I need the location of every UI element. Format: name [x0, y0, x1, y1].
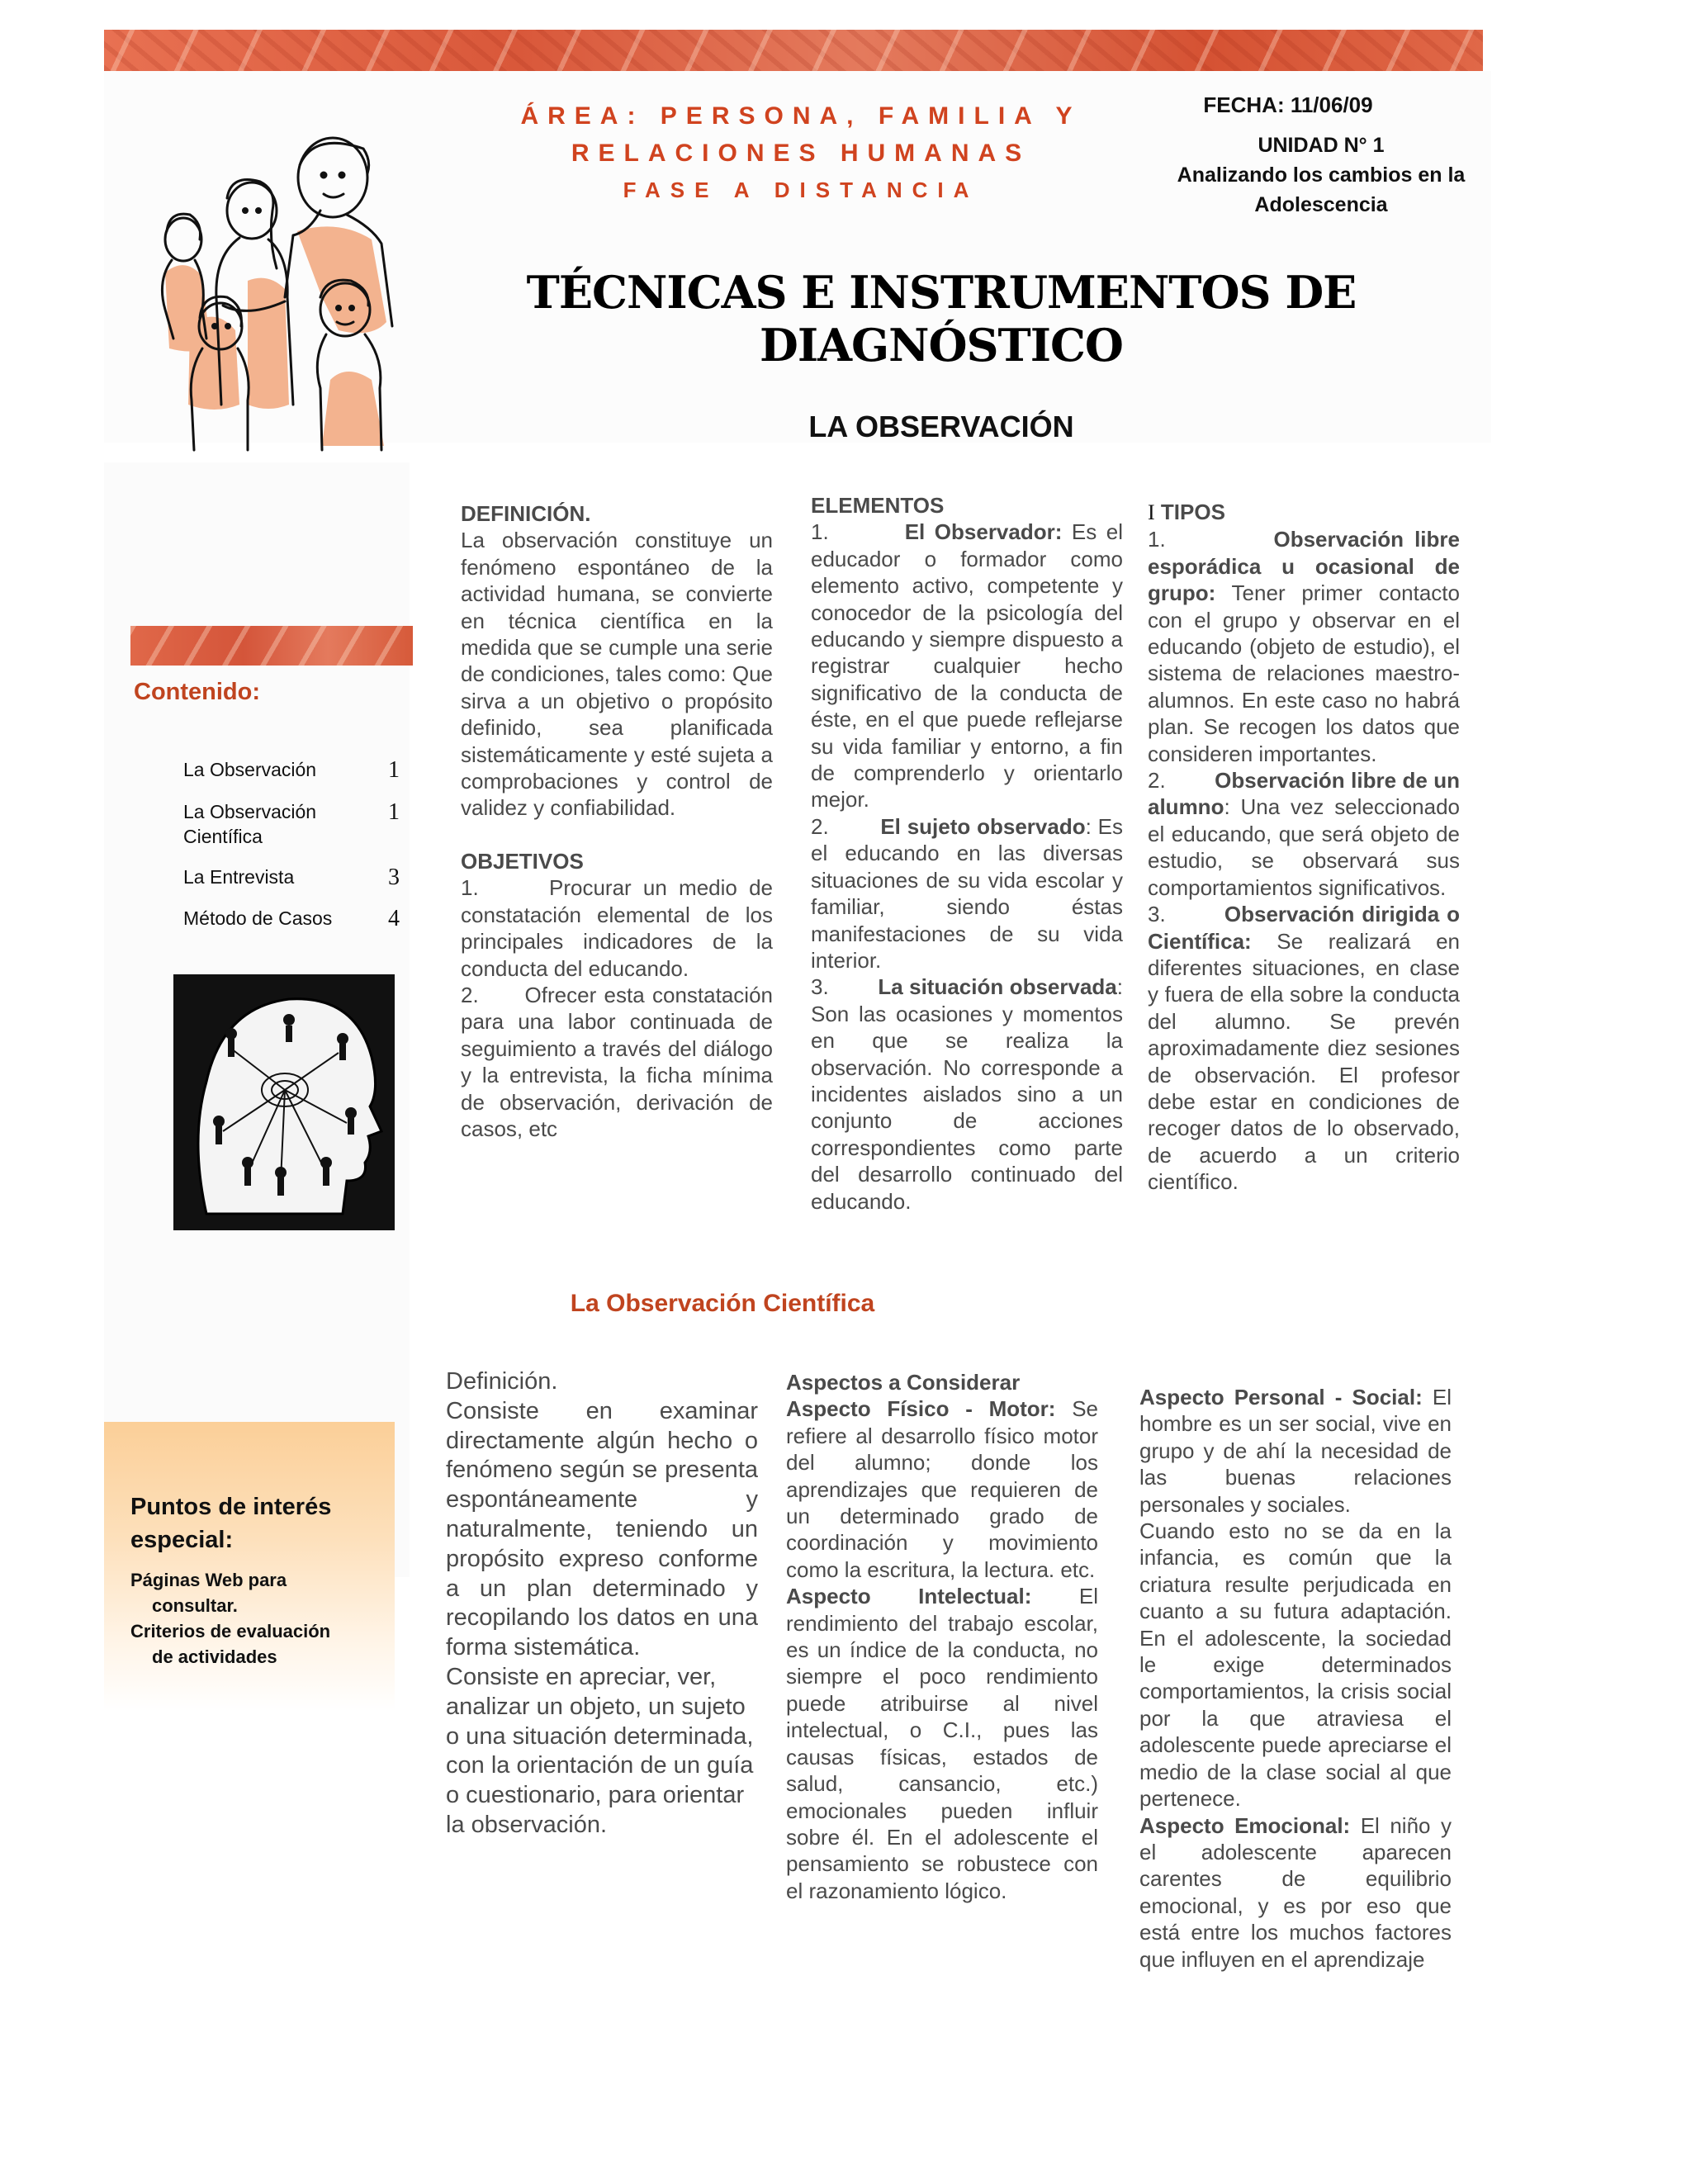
- page-title-line-1: TÉCNICAS E INSTRUMENTOS DE: [526, 266, 1357, 319]
- highlights-item-rest: consultar.: [152, 1595, 238, 1616]
- toc-item[interactable]: [183, 906, 400, 931]
- family-illustration: [124, 132, 454, 454]
- type-text: : Una vez seleccionado el educando, que será objeto de estudio, se observará sus comportamientos significativos.: [1148, 794, 1460, 900]
- element-text: : Son las ocasiones y momentos en que se realiza la observación. No corresponde a incidentes aislados sino a un conjunto de acciones correspondientes como parte del desarrollo continuado del educando.: [811, 974, 1124, 1214]
- element-text: Es el educador o formador como elemento activo, competente y conocedor de la psicología del educando y siempre dispuesto a registrar cualquier hecho significativo de la conducta de éste, en el que puede reflejarse su vida familiar y entorno, a fin de comprenderlo y orientarlo mejor.: [811, 519, 1123, 812]
- element-title: La situación observada: [878, 974, 1117, 1000]
- type-text: Se realizará en diferentes situaciones, en clase y fuera de ella sobre la conducta del alumno. Se prevén aproximadamente diez sesiones de observación. El profesor debe estar en condiciones de recoger datos de lo observado, de acuerdo a un criterio científico.: [1148, 928, 1460, 1195]
- page-title-line-2: DIAGNÓSTICO: [760, 319, 1123, 372]
- aspects-column-continued: [1139, 1384, 1452, 2044]
- objective-item: 2. Ofrecer esta constatación para una labor continuada de seguimiento a través del diálogo y la entrevista, la ficha mínima de observación, derivación de casos, etc: [461, 982, 779, 1141]
- page-title: [462, 266, 1420, 372]
- objective-item: 1. Procurar un medio de constatación elemental de los principales indicadores de la conducta del educando.: [461, 875, 779, 981]
- definition-heading: DEFINICIÓN.: [461, 501, 591, 526]
- elements-column: [811, 492, 1123, 1215]
- toc-item[interactable]: [183, 865, 400, 889]
- aspects-heading: Aspectos a Considerar: [786, 1370, 1021, 1395]
- aspect-text: El rendimiento del trabajo escolar, es un índice de la conducta, no siempre el poco rendimiento puede atribuirse al nivel intelectual, o C.I., pues las causas físicas, estados de salud, cansancio, etc.) emocionales pueden influir sobre él. En el adolescente el pensamiento se robustece con el razonamiento lógico.: [786, 1584, 1098, 1903]
- element-title: El Observador:: [904, 519, 1063, 545]
- aspect-title: Aspecto Físico - Motor:: [786, 1396, 1056, 1422]
- type-item: [1148, 901, 1460, 1195]
- area-heading: [462, 97, 1139, 209]
- aspect-item: [786, 1395, 1098, 1583]
- toc-item-page: 1: [388, 799, 400, 825]
- aspect-text: El niño y el adolescente aparecen carentes de equilibrio emocional, y es por eso que está entre los muchos factores que influyen en el aprendizaje: [1139, 1812, 1452, 1972]
- scientific-observation-title: La Observación Científica: [570, 1290, 875, 1317]
- aspect-text: Cuando esto no se da en la infancia, es común que la criatura resulte perjudicada en cuanto a su futura adaptación. En el adolescente, la sociedad le exige determinados comportamientos, la crisis social por la que atraviesa el adolescente puede apreciarse el medio de la clase social al que pertenece.: [1139, 1518, 1452, 1812]
- element-number: 3.: [811, 974, 829, 1000]
- aspect-title: Aspecto Intelectual:: [786, 1584, 1032, 1609]
- highlights-item-rest: de actividades: [152, 1646, 277, 1667]
- toc-item-label: Método de Casos: [183, 907, 333, 929]
- definition-column: [461, 500, 779, 1142]
- toc-item[interactable]: [183, 799, 400, 849]
- element-item: [811, 813, 1123, 974]
- scientific-definition-text: Consiste en examinar directamente algún hecho o fenómeno según se presenta espontáneamente y naturalmente, teniendo un propósito expreso conforme a un plan determinado y recopilando los datos en una forma sistemática.: [446, 1397, 758, 1661]
- objectives-heading: OBJETIVOS: [461, 848, 584, 874]
- highlights-item: [130, 1567, 378, 1618]
- toc-item-label: La Entrevista: [183, 866, 295, 888]
- aspect-text: El hombre es un ser social, vive en grupo y de ahí la necesidad de las buenas relaciones personales y sociales.: [1139, 1385, 1452, 1517]
- section-title: LA OBSERVACIÓN: [808, 410, 1074, 443]
- type-title: Observación libre de un alumno: [1148, 768, 1460, 820]
- element-number: 2.: [811, 813, 829, 839]
- aspect-item: [1139, 1384, 1452, 1518]
- type-item: [1148, 767, 1460, 901]
- type-number: 3.: [1148, 902, 1166, 927]
- toc-item-label: La Observación: [183, 759, 317, 780]
- scientific-definition-column: [446, 1367, 758, 1841]
- aspect-title: Aspecto Personal - Social:: [1139, 1385, 1423, 1409]
- unit-subtitle-1: Analizando los cambios en la: [1177, 163, 1466, 187]
- highlights-item-first: Criterios de evaluación: [130, 1621, 331, 1642]
- toc-item-page: 3: [388, 865, 400, 890]
- unit-block: [1156, 130, 1486, 220]
- area-line-2: RELACIONES HUMANAS: [571, 140, 1031, 167]
- family-skin-fill: [165, 226, 386, 446]
- type-item: [1148, 526, 1460, 767]
- toc-item-label: La Observación Científica: [183, 801, 317, 847]
- unit-subtitle-2: Adolescencia: [1254, 193, 1388, 216]
- contents-title: Contenido:: [134, 679, 261, 705]
- sidebar-decorative-banner: [130, 626, 413, 666]
- unit-label: UNIDAD N° 1: [1258, 134, 1385, 157]
- element-title: El sujeto observado: [880, 813, 1086, 839]
- element-text: : Es el educando en las diversas situaciones de su vida escolar y familiar, siendo éstas manifestaciones de su vida interior.: [811, 813, 1123, 973]
- definition-text: La observación constituye un fenómeno espontáneo de la actividad humana, se convierte en técnica científica en la medida que se cumple una serie de condiciones, tales como: Que sirva a un objetivo o propósito definido, sea planificada sistemáticamente y esté sujeta a comprobaciones y control de validez y confiabilidad.: [461, 528, 773, 821]
- aspect-item: [786, 1583, 1098, 1904]
- aspect-text: Se refiere al desarrollo físico motor del alumno; donde los aprendizajes que requieren de un determinado grado de coordinación y movimiento como la escritura, la lectura. etc.: [786, 1396, 1098, 1582]
- toc-item[interactable]: [183, 757, 400, 782]
- type-title: Observación libre esporádica u ocasional de grupo:: [1148, 527, 1460, 606]
- highlights-item: [130, 1618, 378, 1670]
- top-decorative-banner: [104, 30, 1483, 71]
- types-heading: [1148, 499, 1460, 526]
- types-column: [1148, 499, 1460, 1196]
- type-title: Observación dirigida o Científica:: [1148, 902, 1460, 954]
- area-line-3: FASE A DISTANCIA: [623, 178, 979, 202]
- type-number: 2.: [1148, 768, 1166, 794]
- highlights-title: Puntos de interés especial:: [130, 1494, 332, 1553]
- element-number: 1.: [811, 519, 829, 545]
- types-heading-text: TIPOS: [1154, 500, 1225, 524]
- types-heading-mark: I: [1148, 500, 1155, 524]
- scientific-definition-text: Consiste en apreciar, ver, analizar un objeto, un sujeto o una situación determinada, con la orientación de un guía o cuestionario, para orientar la observación.: [446, 1663, 754, 1838]
- area-line-1: ÁREA: PERSONA, FAMILIA Y: [520, 102, 1082, 130]
- element-item: [811, 519, 1123, 812]
- type-text: Tener primer contacto con el grupo y observar en el educando (objeto de estudio), el sistema de relaciones maestro-alumnos. En este caso no habrá plan. Se recogen los datos que consideren importantes.: [1148, 580, 1460, 766]
- toc-item-page: 4: [388, 906, 400, 931]
- head-illustration: [173, 974, 395, 1230]
- aspects-column: [786, 1369, 1098, 1904]
- highlights-item-first: Páginas Web para: [130, 1570, 287, 1590]
- date-label: FECHA: 11/06/09: [1203, 92, 1373, 117]
- aspect-item: [1139, 1812, 1452, 1973]
- elements-heading: ELEMENTOS: [811, 493, 945, 518]
- aspect-title: Aspecto Emocional:: [1139, 1812, 1351, 1838]
- type-number: 1.: [1148, 527, 1166, 552]
- toc-item-page: 1: [388, 757, 400, 783]
- element-item: [811, 974, 1123, 1215]
- scientific-definition-heading: Definición.: [446, 1368, 558, 1395]
